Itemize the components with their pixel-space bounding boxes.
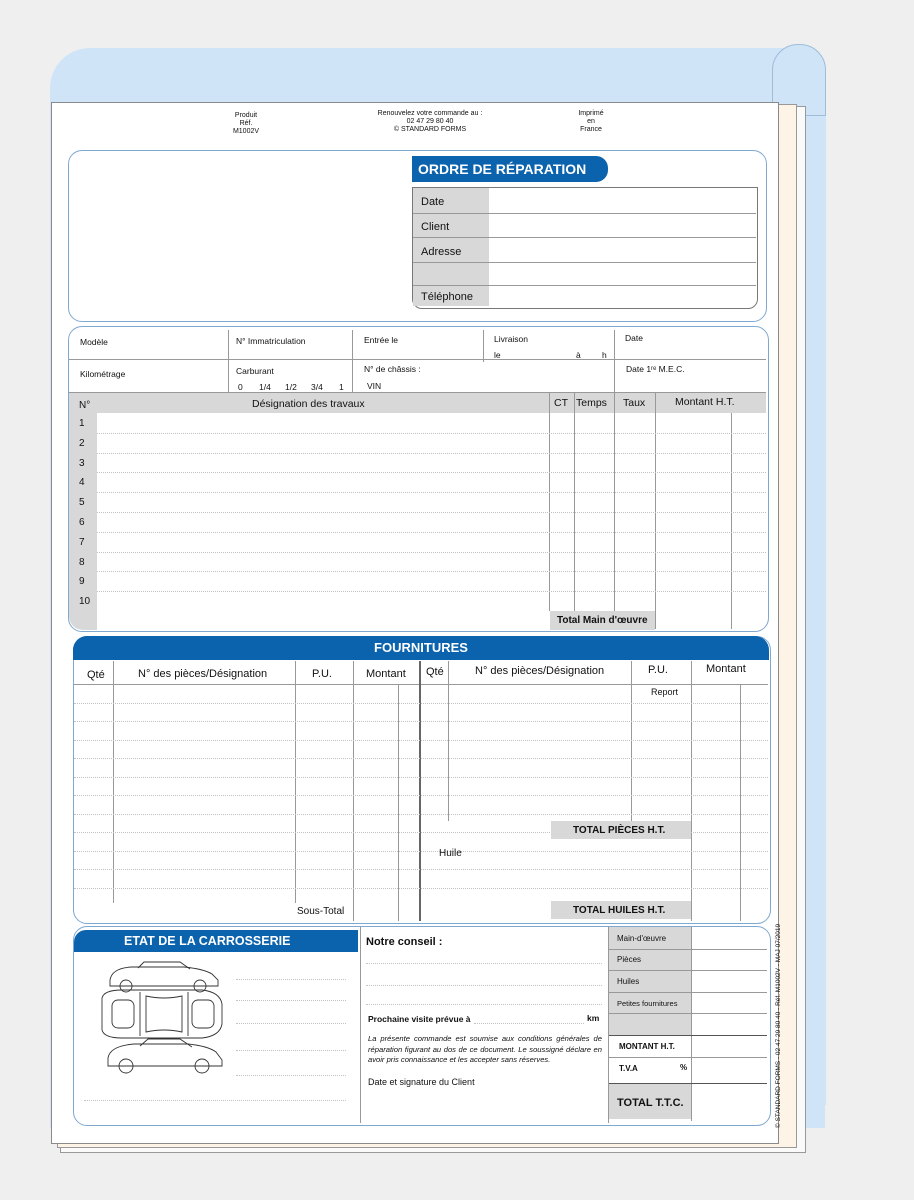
totaux-row-divider (609, 970, 767, 971)
prochaine-visite-line (474, 1023, 584, 1024)
client-row-divider (413, 262, 756, 263)
totaux-tva-pct: % (680, 1063, 688, 1072)
livraison-le: le (494, 350, 501, 360)
field-client-label: Client (421, 221, 450, 233)
travaux-row-line (97, 492, 766, 493)
totaux-huiles: Huiles (617, 977, 640, 986)
livraison-a: à (576, 350, 581, 360)
prochaine-visite-label: Prochaine visite prévue à (368, 1014, 471, 1024)
fournitures-row-line (74, 851, 768, 852)
conseil-line (366, 1004, 602, 1005)
header-imprime: Imprimé (578, 110, 604, 117)
header-product (222, 112, 270, 136)
signature-label: Date et signature du Client (368, 1077, 475, 1087)
carburant-label: Carburant (236, 366, 274, 376)
totaux-ttc: TOTAL T.T.C. (617, 1097, 684, 1109)
header-renouvelez: Renouvelez votre commande au : (377, 110, 483, 117)
totaux-col-divider (691, 927, 692, 1121)
carrosserie-note-line (84, 1100, 346, 1101)
travaux-row-line (97, 591, 766, 592)
fournitures-row-line (74, 814, 768, 815)
totaux-row-divider (609, 1035, 767, 1036)
conseil-line (366, 985, 602, 986)
fourn-col-divider (113, 661, 114, 903)
vehicle-col-divider (614, 330, 615, 392)
travaux-header-designation: Désignation des travaux (252, 398, 365, 410)
fourn-left-montant: Montant (366, 668, 406, 680)
header-printed (566, 110, 616, 134)
vin-label: VIN (367, 381, 382, 391)
totaux-row-divider (609, 992, 767, 993)
header-copyright: © STANDARD FORMS (393, 126, 467, 133)
travaux-col-divider (655, 393, 656, 629)
travaux-row-number: 7 (79, 536, 85, 548)
header-renew (360, 110, 500, 134)
fourn-left-pu: P.U. (312, 668, 332, 680)
entree-label: Entrée le (364, 335, 399, 345)
travaux-header-montant: Montant H.T. (675, 396, 735, 408)
fournitures-row-line (74, 777, 768, 778)
travaux-header-taux: Taux (623, 397, 646, 409)
travaux-row-number: 1 (79, 418, 85, 429)
total-main-oeuvre-label: Total Main d'œuvre (557, 615, 648, 626)
conseil-title: Notre conseil : (366, 936, 443, 948)
fuel-level-4: 1 (339, 382, 344, 392)
fourn-center-divider (419, 661, 421, 921)
totaux-row-divider (609, 949, 767, 950)
travaux-row-number: 10 (79, 596, 91, 608)
travaux-row-line (97, 453, 766, 454)
travaux-row-line (97, 552, 766, 553)
travaux-row-number: 2 (79, 437, 85, 449)
header-france: France (580, 126, 602, 133)
bottom-col-divider (360, 927, 361, 1123)
total-pieces-label: TOTAL PIÈCES H.T. (573, 825, 666, 836)
fourn-left-qte: Qté (87, 669, 105, 681)
fourn-right-montant: Montant (706, 663, 746, 675)
travaux-header-num: N° (79, 400, 91, 411)
fourn-right-pu: P.U. (648, 664, 668, 676)
fuel-level-0: 0 (238, 382, 243, 392)
header-code: M1002V (232, 128, 260, 135)
travaux-row-number: 8 (79, 556, 85, 568)
travaux-row-number: 3 (79, 457, 85, 469)
travaux-col-divider (549, 393, 550, 611)
ordre-title: ORDRE DE RÉPARATION (412, 156, 608, 182)
travaux-row-line (97, 433, 766, 434)
modele-label: Modèle (80, 337, 108, 347)
travaux-row-number: 4 (79, 477, 85, 489)
conseil-line (366, 963, 602, 964)
client-row-divider (413, 213, 756, 214)
travaux-row-number: 5 (79, 497, 85, 509)
totaux-row-divider (609, 1057, 767, 1058)
fourn-col-divider (631, 661, 632, 821)
total-huiles-label: TOTAL HUILES H.T. (573, 905, 666, 916)
date-mec-label: Date 1ʳᵉ M.E.C. (626, 364, 685, 374)
immat-label: N° Immatriculation (236, 336, 306, 346)
fourn-col-divider (448, 661, 449, 821)
totaux-row-divider (609, 1083, 767, 1084)
totaux-tva: T.V.A (619, 1064, 638, 1073)
header-ref: Réf. (239, 120, 253, 127)
fourn-col-divider (740, 684, 741, 921)
travaux-row-line (97, 512, 766, 513)
travaux-row-line (97, 472, 766, 473)
side-reference-text: © STANDARD FORMS - 02 47 29 80 40 - Réf. M1002V - MAJ 07/2019 (775, 923, 782, 1128)
travaux-row-number: 6 (79, 517, 85, 528)
travaux-header-bar (69, 393, 766, 413)
field-adresse-label: Adresse (421, 246, 462, 258)
field-telephone-label: Téléphone (421, 291, 473, 303)
fournitures-row-line (74, 869, 768, 870)
totaux-montant-ht: MONTANT H.T. (619, 1042, 675, 1051)
carrosserie-note-line (236, 1023, 346, 1024)
livraison-h: h (602, 350, 607, 360)
travaux-row-line (97, 571, 766, 572)
fournitures-title: FOURNITURES (73, 636, 769, 660)
conditions-text: La présente commande est soumise aux conditions générales de réparation figurant au dos de ce document. Le soussigné déclare en avoir pris connaissance et les accepter sans réserves. (368, 1034, 602, 1064)
totaux-main-oeuvre: Main-d'œuvre (617, 934, 667, 943)
carrosserie-note-line (236, 1050, 346, 1051)
travaux-col-divider (574, 393, 575, 611)
chassis-label: N° de châssis : (364, 364, 421, 374)
vehicle-col-divider (352, 330, 353, 392)
date-label: Date (625, 333, 643, 343)
totaux-petites-fournitures: Petites fournitures (617, 999, 678, 1008)
travaux-col-divider (614, 393, 615, 611)
fournitures-row-line (74, 795, 768, 796)
carrosserie-title: ETAT DE LA CARROSSERIE (74, 930, 358, 952)
kilometrage-label: Kilométrage (80, 369, 126, 379)
fuel-level-1: 1/4 (259, 382, 271, 392)
vehicle-col-divider (228, 330, 229, 392)
totaux-row-divider (609, 1013, 767, 1014)
fuel-level-3: 3/4 (311, 382, 323, 392)
fournitures-header-line (74, 684, 768, 685)
fuel-level-2: 1/2 (285, 382, 297, 392)
fourn-col-divider (691, 661, 692, 921)
fourn-col-divider (353, 661, 354, 921)
car-diagram-icon (92, 960, 232, 1080)
fournitures-row-line (74, 703, 768, 704)
vehicle-col-divider (483, 330, 484, 362)
fourn-right-designation: N° des pièces/Désignation (475, 665, 605, 677)
header-phone: 02 47 29 80 40 (406, 118, 454, 125)
travaux-row-line (97, 532, 766, 533)
report-label: Report (651, 687, 679, 697)
header-en: en (587, 118, 595, 125)
livraison-label: Livraison (494, 334, 529, 344)
fourn-col-divider (295, 661, 296, 903)
travaux-row-number: 9 (79, 576, 85, 588)
fourn-col-divider (398, 684, 399, 921)
travaux-header-ct: CT (554, 397, 568, 409)
carrosserie-note-line (236, 1000, 346, 1001)
client-row-divider (413, 237, 756, 238)
field-date-label: Date (421, 196, 445, 208)
fournitures-row-line (74, 758, 768, 759)
totaux-pieces: Pièces (617, 955, 642, 964)
header-produit: Produit (234, 112, 258, 119)
client-row-divider (413, 285, 756, 286)
fourn-left-designation: N° des pièces/Désignation (138, 668, 268, 680)
sous-total-label: Sous-Total (297, 906, 345, 917)
fournitures-row-line (74, 888, 768, 889)
fourn-right-qte: Qté (426, 666, 444, 678)
travaux-header-temps: Temps (576, 397, 607, 409)
carrosserie-note-line (236, 1075, 346, 1076)
carrosserie-note-line (236, 979, 346, 980)
huile-label: Huile (439, 848, 462, 859)
fournitures-row-line (74, 721, 768, 722)
travaux-col-divider (731, 413, 732, 629)
fournitures-row-line (74, 740, 768, 741)
km-label: km (587, 1013, 600, 1023)
vehicle-row-divider (69, 359, 766, 360)
